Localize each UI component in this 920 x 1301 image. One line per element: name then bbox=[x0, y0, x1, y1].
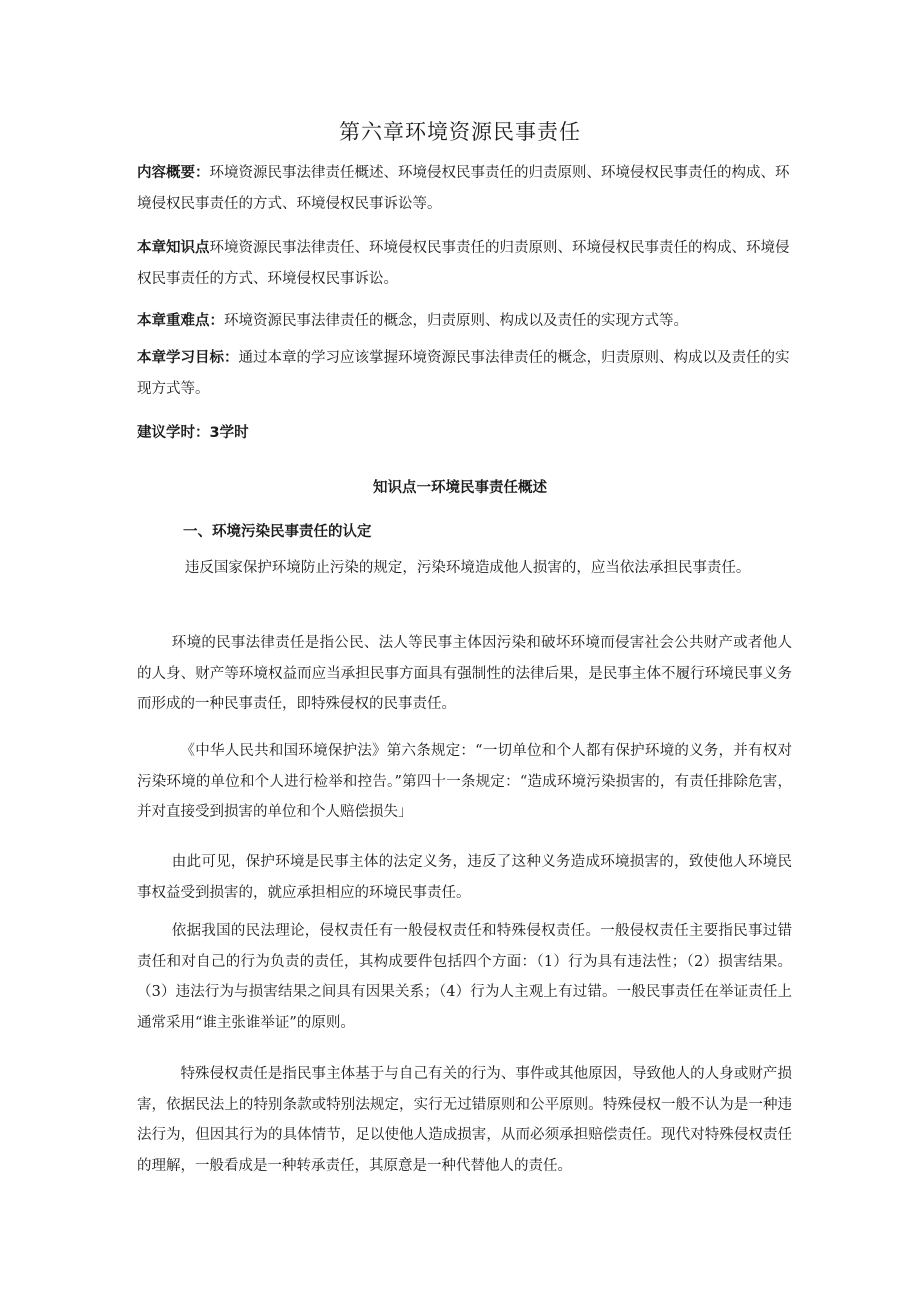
section-title: 知识点一环境民事责任概述 bbox=[373, 480, 547, 496]
subsection-title: 一、环境污染民事责任的认定 bbox=[183, 524, 372, 540]
paragraph-6: 特殊侵权责任是指民事主体基于与自己有关的行为、事件或其他原因，导致他人的人身或财产损害，依据民法上的特别条款或特别法规定，实行无过错原则和公平原则。特殊侵权一般不认为是一种违法行为，但因其行为的具体情节，足以使他人造成损害，从而必须承担赔偿责任。现代对特殊侵权责任的理解，一般看成是一种转承责任，其原意是一种代替他人的责任。 bbox=[137, 1066, 792, 1174]
paragraph-2: 环境的民事法律责任是指公民、法人等民事主体因污染和破坏环境而侵害社会公共财产或者他人的人身、财产等环境权益而应当承担民事方面具有强制性的法律后果，是民事主体不履行环境民事义务而形成的一种民事责任，即特殊侵权的民事责任。 bbox=[137, 635, 792, 712]
key-points-label: 本章重难点： bbox=[137, 313, 224, 329]
learning-goals-block bbox=[137, 343, 792, 404]
learning-goals-label: 本章学习目标： bbox=[137, 350, 239, 366]
knowledge-points-text: 环境资源民事法律责任、环境侵权民事责任的归责原则、环境侵权民事责任的构成、环境侵权民事责任的方式、环境侵权民事诉讼。 bbox=[137, 240, 790, 287]
key-points-block bbox=[137, 306, 792, 337]
learning-goals-text: 通过本章的学习应该掌握环境资源民事法律责任的概念，归责原则、构成以及责任的实现方式等。 bbox=[137, 350, 790, 397]
paragraph-3: 《中华人民共和国环境保护法》第六条规定：“一切单位和个人都有保护环境的义务，并有权对污染环境的单位和个人进行检举和控告。”第四十一条规定：“造成环境污染损害的，有责任排除危害，并对直接受到损害的单位和个人赔偿损失」 bbox=[137, 743, 792, 820]
overview-block bbox=[137, 158, 792, 219]
overview-label: 内容概要： bbox=[137, 165, 210, 181]
suggested-hours: 建议学时：3学时 bbox=[137, 425, 249, 441]
key-points-text: 环境资源民事法律责任的概念，归责原则、构成以及责任的实现方式等。 bbox=[224, 313, 688, 329]
knowledge-points-label: 本章知识点 bbox=[137, 240, 210, 256]
paragraph-5: 依据我国的民法理论，侵权责任有一般侵权责任和特殊侵权责任。一般侵权责任主要指民事过错责任和对自己的行为负责的责任，其构成要件包括四个方面：（1）行为具有违法性；（2）损害结果。（3）违法行为与损害结果之间具有因果关系；（4）行为人主观上有过错。一般民事责任在举证责任上通常采用“谁主张谁举证”的原则。 bbox=[137, 923, 792, 1031]
knowledge-points-block bbox=[137, 233, 792, 294]
paragraph-4: 由此可见，保护环境是民事主体的法定义务，违反了这种义务造成环境损害的，致使他人环境民事权益受到损害的，就应承担相应的环境民事责任。 bbox=[137, 854, 792, 901]
paragraph-1: 违反国家保护环境防止污染的规定，污染环境造成他人损害的，应当依法承担民事责任。 bbox=[184, 560, 751, 576]
overview-text: 环境资源民事法律责任概述、环境侵权民事责任的归责原则、环境侵权民事责任的构成、环境侵权民事责任的方式、环境侵权民事诉讼等。 bbox=[137, 165, 790, 212]
chapter-title: 第六章环境资源民事责任 bbox=[339, 120, 581, 144]
